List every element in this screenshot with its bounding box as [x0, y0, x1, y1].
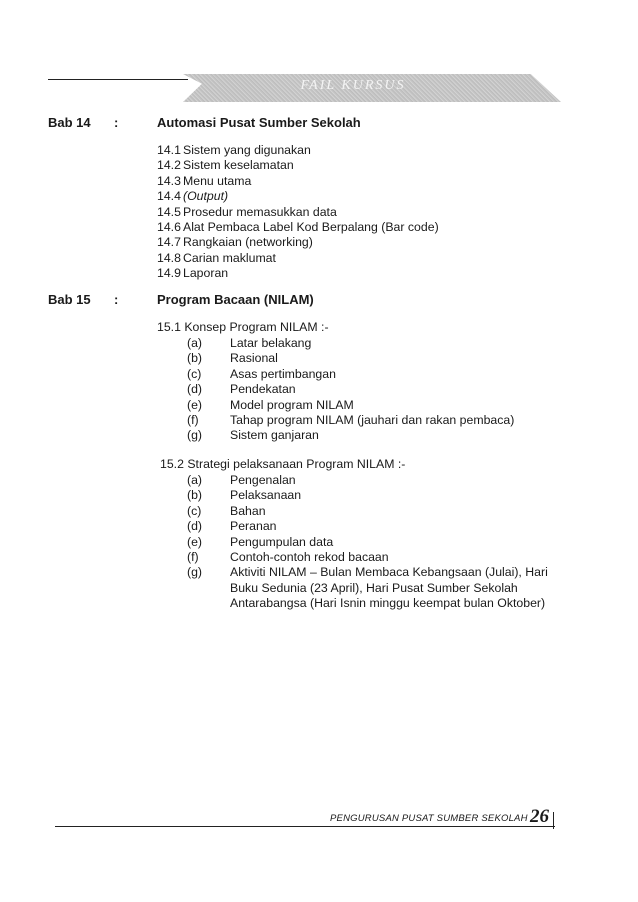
header-rule	[48, 79, 188, 80]
item-letter: (a)	[187, 473, 203, 487]
item-letter: (c)	[187, 366, 202, 381]
list-item	[187, 519, 570, 534]
page-number: 26	[530, 806, 549, 827]
list-item	[187, 488, 570, 503]
chapter-label: Bab 14	[48, 115, 91, 130]
item-number: 14.1	[157, 143, 181, 157]
list-item	[157, 220, 439, 235]
item-text: Tahap program NILAM (jauhari dan rakan pembaca)	[230, 413, 515, 428]
item-letter: (b)	[187, 351, 203, 366]
chapter-colon: :	[114, 115, 119, 130]
item-letter: (g)	[187, 565, 203, 580]
list-item	[157, 174, 439, 189]
list-item	[187, 382, 570, 397]
chapter-label: Bab 15	[48, 292, 91, 307]
item-text: Laporan	[183, 266, 229, 281]
item-number: 14.6	[157, 220, 181, 235]
list-item	[187, 504, 570, 519]
item-letter: (g)	[187, 428, 203, 443]
section-heading: 15.2 Strategi pelaksanaan Program NILAM :-	[160, 457, 406, 471]
item-number: 14.8	[157, 250, 181, 265]
item-letter: (f)	[187, 413, 199, 428]
section-15-1-list	[187, 336, 570, 444]
list-item	[187, 336, 570, 351]
list-item	[187, 565, 570, 611]
item-text: Bahan	[230, 503, 266, 518]
list-item	[157, 189, 439, 204]
list-item	[157, 266, 439, 281]
item-text: Menu utama	[183, 173, 252, 188]
chapter-title: Program Bacaan (NILAM)	[157, 292, 314, 307]
item-text: Prosedur memasukkan data	[183, 204, 337, 219]
chapter-title: Automasi Pusat Sumber Sekolah	[157, 115, 361, 130]
item-text: Contoh-contoh rekod bacaan	[230, 550, 389, 565]
item-number: 14.3	[157, 173, 181, 188]
item-text: Sistem ganjaran	[230, 428, 319, 443]
item-text: Model program NILAM	[230, 397, 354, 412]
item-letter: (a)	[187, 336, 203, 350]
item-letter: (b)	[187, 488, 203, 503]
item-number: 14.2	[157, 158, 181, 173]
item-text: Pengenalan	[230, 473, 296, 487]
list-item	[157, 251, 439, 266]
item-letter: (c)	[187, 503, 202, 518]
list-item	[187, 550, 570, 565]
item-text: Sistem keselamatan	[183, 158, 294, 173]
section-heading: 15.1 Konsep Program NILAM :-	[157, 320, 329, 334]
item-number: 14.5	[157, 204, 181, 219]
chapter-colon: :	[114, 292, 119, 307]
item-letter: (e)	[187, 534, 203, 549]
footer-title: PENGURUSAN PUSAT SUMBER SEKOLAH	[330, 813, 528, 824]
footer-rule	[55, 826, 555, 827]
item-text: Aktiviti NILAM – Bulan Membaca Kebangsaan (Julai), Hari Buku Sedunia (23 April), Hari Pusat Sumber Sekolah Antarabangsa (Hari Isnin minggu keempat bulan Oktober)	[230, 565, 548, 611]
list-item	[187, 398, 570, 413]
footer-divider	[553, 812, 554, 829]
list-item	[157, 205, 439, 220]
item-text: Rangkaian (networking)	[183, 235, 313, 250]
item-letter: (f)	[187, 550, 199, 565]
item-text: Peranan	[230, 519, 277, 534]
list-item	[157, 158, 439, 173]
item-text: Pelaksanaan	[230, 488, 302, 503]
item-text: Pendekatan	[230, 382, 296, 397]
item-text: Alat Pembaca Label Kod Berpalang (Bar code)	[183, 220, 439, 235]
item-letter: (e)	[187, 397, 203, 412]
item-text: Rasional	[230, 351, 278, 366]
list-item	[157, 235, 439, 250]
item-text: Latar belakang	[230, 336, 312, 350]
item-text: Asas pertimbangan	[230, 366, 336, 381]
list-item	[157, 143, 439, 158]
item-text: Pengumpulan data	[230, 534, 334, 549]
list-item	[187, 367, 570, 382]
item-number: 14.7	[157, 235, 181, 250]
header-title: FAIL KURSUS	[300, 78, 406, 93]
item-number: 14.4	[157, 189, 181, 204]
list-item	[187, 535, 570, 550]
list-item	[187, 351, 570, 366]
item-letter: (d)	[187, 382, 203, 397]
list-item	[187, 473, 570, 488]
section-15-2-list	[187, 473, 570, 612]
item-text: (Output)	[183, 189, 229, 204]
chapter-14-list	[157, 143, 439, 282]
list-item	[187, 413, 570, 428]
item-text: Sistem yang digunakan	[183, 143, 311, 157]
item-text: Carian maklumat	[183, 250, 276, 265]
item-number: 14.9	[157, 266, 181, 281]
item-letter: (d)	[187, 519, 203, 534]
list-item	[187, 428, 570, 443]
